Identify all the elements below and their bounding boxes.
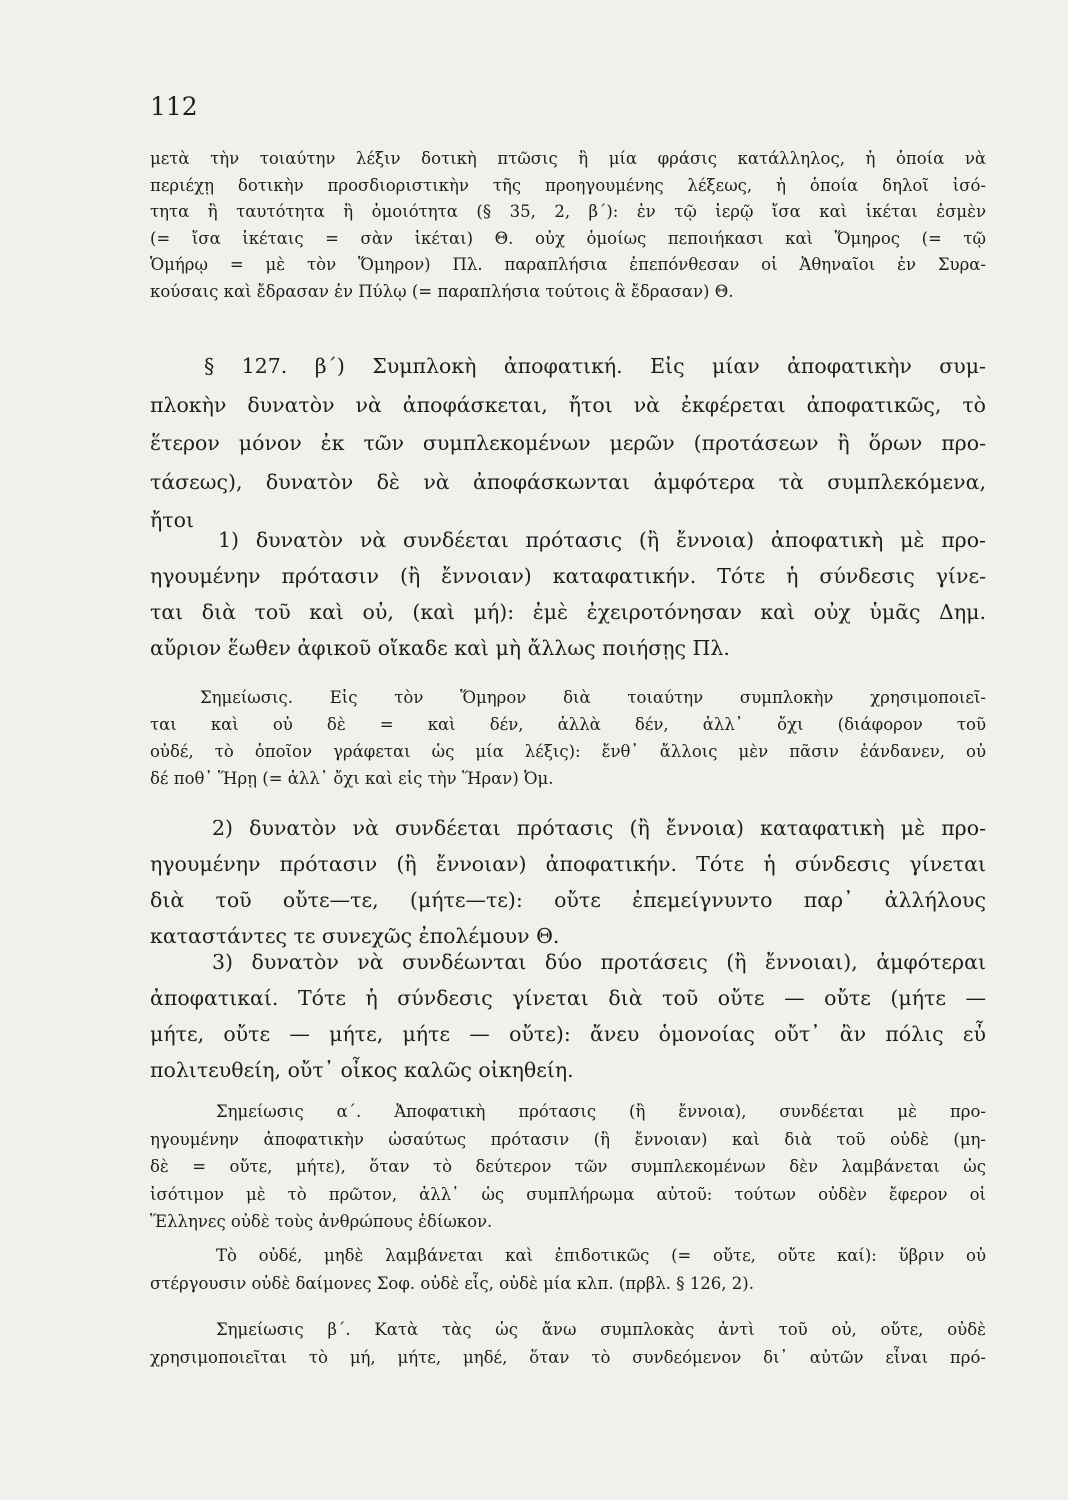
text-line: ἰσότιμον μὲ τὸ πρῶτον, ἀλλ᾽ ὡς συμπλήρωμα αὐτοῦ: τούτων οὐδὲν ἔφερον οἱ <box>150 1184 986 1204</box>
text-line: Ὁμήρῳ = μὲ τὸν Ὅμηρον) Πλ. παραπλήσια ἐπεπόνθεσαν οἱ Ἀθηναῖοι ἐν Συρα- <box>150 255 986 274</box>
text-line: δέ ποθ᾽ Ἥρῃ (= ἀλλ᾽ ὄχι καὶ εἰς τὴν Ἥραν) Ὀμ. <box>150 769 554 788</box>
text-line: πολιτευθείη, οὔτ᾽ οἶκος καλῶς οἰκηθείη. <box>150 1058 574 1082</box>
text-line: 3) δυνατὸν νὰ συνδέωνται δύο προτάσεις (ἢ ἔννοιαι), ἀμφότεραι <box>212 950 986 974</box>
text-line: ἤτοι <box>150 508 195 532</box>
note-a-continued <box>150 1242 986 1297</box>
text-line: τητα ἢ ταυτότητα ἢ ὁμοιότητα (§ 35, 2, β΄): ἐν τῷ ἱερῷ ἴσα καὶ ἱκέται ἐσμὲν <box>150 202 986 221</box>
text-line: μετὰ τὴν τοιαύτην λέξιν δοτικὴ πτῶσις ἢ μία φράσις κατάλληλος, ἡ ὁποία νὰ <box>150 149 986 168</box>
text-line: ἕτερον μόνον ἐκ τῶν συμπλεκομένων μερῶν (προτάσεων ἢ ὅρων προ- <box>150 431 986 455</box>
intro-paragraph <box>150 146 986 305</box>
text-line: διὰ τοῦ οὔτε—τε, (μήτε—τε): οὔτε ἐπεμείγνυντο παρ᾽ ἀλλήλους <box>150 888 986 912</box>
text-line: Σημείωσις β΄. Κατὰ τὰς ὡς ἄνω συμπλοκὰς ἀντὶ τοῦ οὐ, οὔτε, οὐδὲ <box>216 1320 986 1339</box>
text-line: ηγουμένην ἀποφατικὴν ὡσαύτως πρότασιν (ἢ ἔννοιαν) καὶ διὰ τοῦ οὐδὲ (μη- <box>150 1129 986 1149</box>
note-b <box>150 1316 986 1371</box>
section-127 <box>150 347 986 540</box>
text-line: μήτε, οὔτε — μήτε, μήτε — οὔτε): ἄνευ ὁμονοίας οὔτ᾽ ἂν πόλις εὖ <box>150 1022 986 1046</box>
text-line: κούσαις καὶ ἔδρασαν ἐν Πύλῳ (= παραπλήσια τούτοις ἃ ἔδρασαν) Θ. <box>150 281 734 301</box>
text-line: αὔριον ἕωθεν ἀφικοῦ οἴκαδε καὶ μὴ ἄλλως ποιήσῃς Πλ. <box>150 636 730 660</box>
text-line: (= ἴσα ἱκέταις = σὰν ἱκέται) Θ. οὐχ ὁμοίως πεποιήκασι καὶ Ὅμηρος (= τῷ <box>150 228 986 248</box>
text-line: οὐδέ, τὸ ὁποῖον γράφεται ὡς μία λέξις): ἔνθ᾽ ἄλλοις μὲν πᾶσιν ἑάνδανεν, οὐ <box>150 742 986 761</box>
text-line: χρησιμοποιεῖται τὸ μή, μήτε, μηδέ, ὅταν τὸ συνδεόμενον δι᾽ αὐτῶν εἶναι πρό- <box>150 1347 986 1367</box>
text-line: 1) δυνατὸν νὰ συνδέεται πρότασις (ἢ ἔννοια) ἀποφατικὴ μὲ προ- <box>218 528 986 552</box>
note-a <box>150 1098 986 1236</box>
text-line: πλοκὴν δυνατὸν νὰ ἀποφάσκεται, ἤτοι νὰ ἐκφέρεται ἀποφατικῶς, τὸ <box>150 392 986 417</box>
text-line: τάσεως), δυνατὸν δὲ νὰ ἀποφάσκωνται ἀμφότερα τὰ συμπλεκόμενα, <box>150 469 986 494</box>
text-line: ηγουμένην πρότασιν (ἢ ἔννοιαν) ἀποφατικήν. Τότε ἡ σύνδεσις γίνεται <box>150 852 986 876</box>
text-line: ται καὶ οὐ δὲ = καὶ δέν, ἀλλὰ δέν, ἀλλ᾽ ὄχι (διάφορον τοῦ <box>150 715 986 734</box>
case-3 <box>150 944 986 1088</box>
text-line: Ἕλληνες οὐδὲ τοὺς ἀνθρώπους ἐδίωκον. <box>150 1212 493 1231</box>
text-line: ται διὰ τοῦ καὶ οὐ, (καὶ μή): ἐμὲ ἐχειροτόνησαν καὶ οὐχ ὑμᾶς Δημ. <box>150 600 986 624</box>
note-1 <box>150 684 986 792</box>
text-line: Σημείωσις α΄. Ἀποφατικὴ πρότασις (ἢ ἔννοια), συνδέεται μὲ προ- <box>216 1102 986 1121</box>
text-line: Τὸ οὐδέ, μηδὲ λαμβάνεται καὶ ἐπιδοτικῶς (= οὔτε, οὔτε καί): ὕβριν οὐ <box>216 1246 986 1265</box>
section-heading-line: § 127. β΄) Συμπλοκὴ ἀποφατική. Εἰς μίαν ἀποφατικὴν συμ- <box>204 354 986 378</box>
text-line: Σημείωσις. Εἰς τὸν Ὅμηρον διὰ τοιαύτην συμπλοκὴν χρησιμοποιεῖ- <box>200 688 986 707</box>
text-line: στέργουσιν οὐδὲ δαίμονες Σοφ. οὐδὲ εἷς, οὐδὲ μία κλπ. (πρβλ. § 126, 2). <box>150 1273 754 1293</box>
text-line: 2) δυνατὸν νὰ συνδέεται πρότασις (ἢ ἔννοια) καταφατικὴ μὲ προ- <box>212 816 986 840</box>
text-line: δὲ = οὔτε, μήτε), ὅταν τὸ δεύτερον τῶν συμπλεκομένων δὲν λαμβάνεται ὡς <box>150 1157 986 1176</box>
text-line: καταστάντες τε συνεχῶς ἐπολέμουν Θ. <box>150 924 560 948</box>
text-line: ἀποφατικαί. Τότε ἡ σύνδεσις γίνεται διὰ τοῦ οὔτε — οὔτε (μήτε — <box>150 986 986 1010</box>
case-1 <box>150 522 986 666</box>
text-line: ηγουμένην πρότασιν (ἢ ἔννοιαν) καταφατικήν. Τότε ἡ σύνδεσις γίνε- <box>150 564 986 588</box>
text-line: περιέχῃ δοτικὴν προσδιοριστικὴν τῆς προηγουμένης λέξεως, ἡ ὁποία δηλοῖ ἰσό- <box>150 175 986 195</box>
case-2 <box>150 810 986 954</box>
page-number: 112 <box>150 92 198 121</box>
